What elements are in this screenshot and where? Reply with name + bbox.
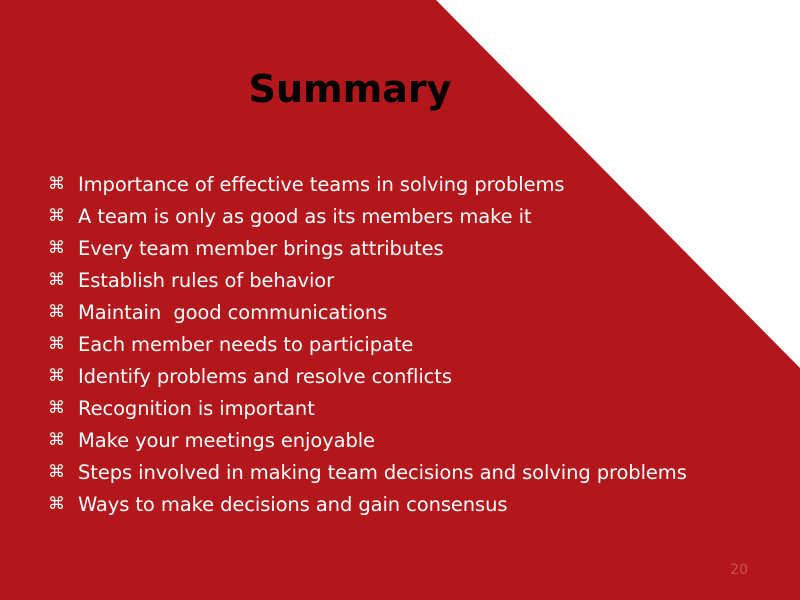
bullet-text: Ways to make decisions and gain consensus	[78, 492, 508, 516]
command-key-icon: ⌘	[48, 494, 65, 514]
bullet-item	[48, 424, 687, 456]
bullet-item	[48, 296, 687, 328]
bullet-text: Establish rules of behavior	[78, 268, 335, 292]
bullet-list	[48, 168, 687, 520]
bullet-text: Importance of effective teams in solving problems	[78, 172, 565, 196]
bullet-text: Maintain good communications	[78, 300, 388, 324]
command-key-icon: ⌘	[48, 174, 65, 194]
bullet-item	[48, 328, 687, 360]
bullet-text: Make your meetings enjoyable	[78, 428, 375, 452]
command-key-icon: ⌘	[48, 302, 65, 322]
bullet-text: Every team member brings attributes	[78, 236, 444, 260]
bullet-item	[48, 360, 687, 392]
bullet-item	[48, 168, 687, 200]
command-key-icon: ⌘	[48, 430, 65, 450]
bullet-text: Steps involved in making team decisions and solving problems	[78, 460, 687, 484]
command-key-icon: ⌘	[48, 366, 65, 386]
bullet-text: Recognition is important	[78, 396, 315, 420]
bullet-text: Identify problems and resolve conflicts	[78, 364, 452, 388]
bullet-item	[48, 232, 687, 264]
bullet-item	[48, 264, 687, 296]
bullet-item	[48, 456, 687, 488]
command-key-icon: ⌘	[48, 206, 65, 226]
command-key-icon: ⌘	[48, 238, 65, 258]
bullet-text: Each member needs to participate	[78, 332, 414, 356]
page-number: 20	[730, 562, 748, 578]
command-key-icon: ⌘	[48, 398, 65, 418]
slide-title: Summary	[248, 67, 452, 111]
bullet-text: A team is only as good as its members make it	[78, 204, 532, 228]
command-key-icon: ⌘	[48, 334, 65, 354]
bullet-item	[48, 200, 687, 232]
bullet-item	[48, 392, 687, 424]
command-key-icon: ⌘	[48, 462, 65, 482]
command-key-icon: ⌘	[48, 270, 65, 290]
bullet-item	[48, 488, 687, 520]
